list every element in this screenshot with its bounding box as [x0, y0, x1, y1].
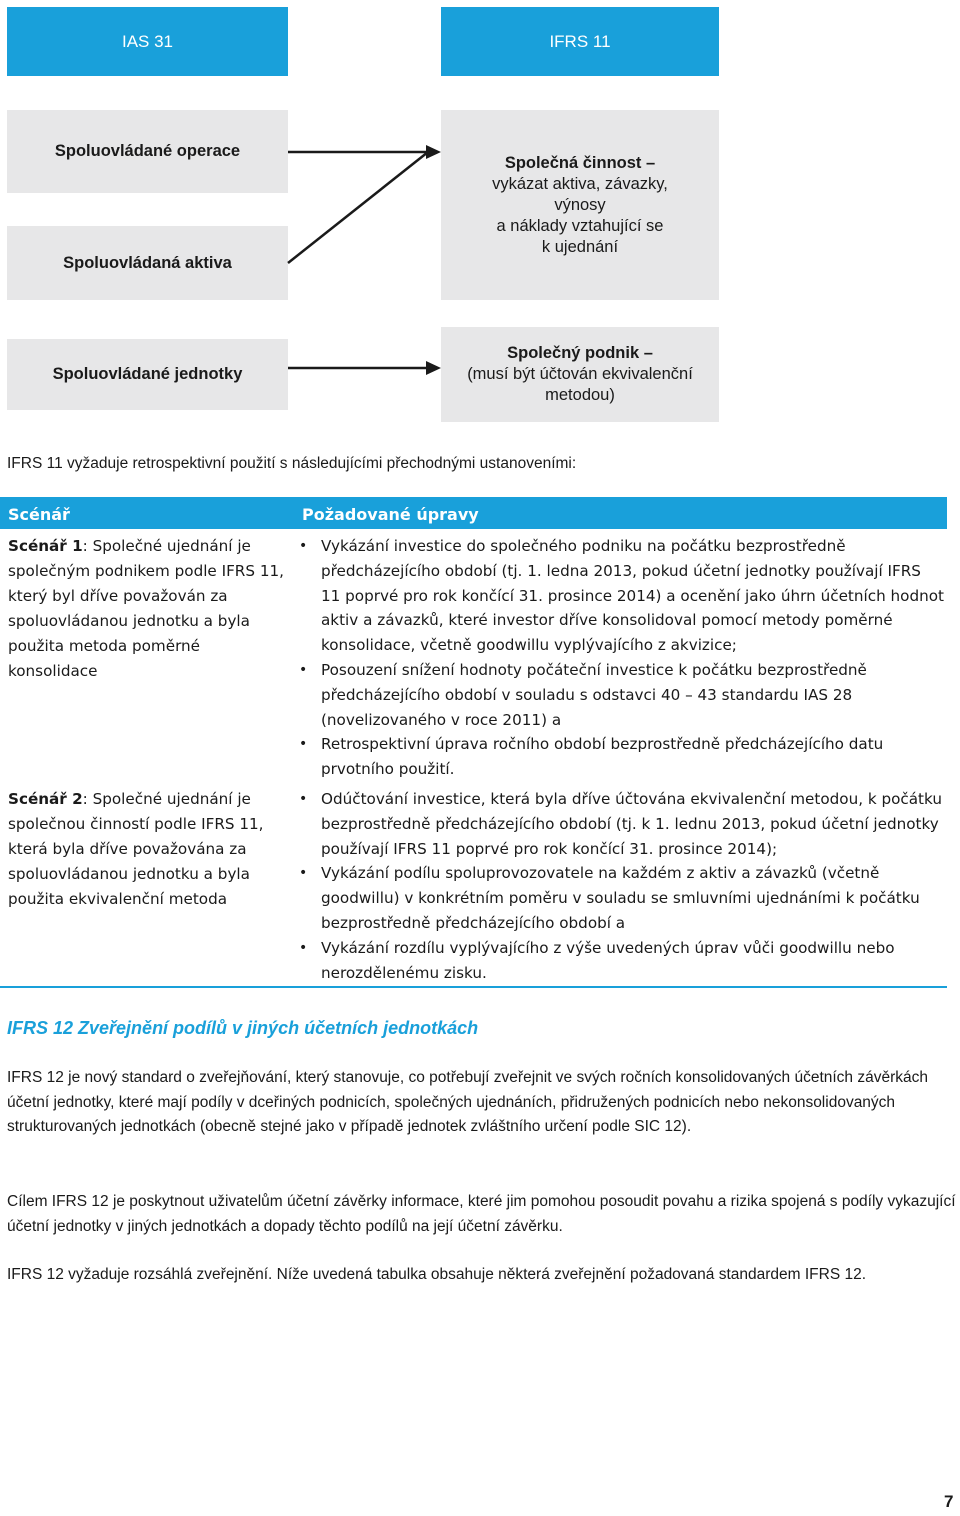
header-ias31-label: IAS 31 [121, 31, 174, 51]
scenario-2 [8, 787, 288, 912]
table-header [0, 497, 947, 529]
section-paragraph-1: IFRS 12 je nový standard o zveřejňování, který stanovuje, co potřebují zveřejnit ve svých ročních konsolidovaných účetních závěrkách účetní jednotky, které mají podíly v dceřiných podnicích, společných ujednáních, přidružených podnicích nebo nekonsolidovaných strukturovaných jednotkách (obecně stejné jako v případě jednotek zvláštního určení podle SIC 12). [7, 1069, 929, 1136]
scenario-2-text: : Společné ujednání je společnou činností podle IFRS 11, která byla dříve považována za spoluovládanou jednotku a byla použita ekvivalenční metoda [8, 790, 264, 908]
joint-operation-line: a náklady vztahující se [496, 216, 664, 235]
box-jointly-controlled-entities-label: Spoluovládané jednotky [52, 365, 243, 383]
adjustments-1 [295, 534, 945, 782]
list-item: • Posouzení snížení hodnoty počáteční investice k počátku bezprostředně předcházejícího období v souladu s odstavci 40 – 43 standardu IAS 28 (novelizovaného v roce 2011) a [295, 658, 945, 732]
list-item: • Vykázání podílu spoluprovozovatele na každém z aktiv a závazků (včetně goodwillu) v konkrétním poměru v souladu se smluvními ujednáními k počátku bezprostředně předcházejícího období a [295, 861, 945, 935]
diagram-arrows [0, 0, 960, 430]
box-joint-operations-old-label: Spoluovládané operace [54, 142, 241, 160]
scenario-2-label: Scénář 2 [8, 790, 83, 808]
box-jointly-controlled-assets-label: Spoluovládaná aktiva [63, 253, 232, 272]
col-adjustments-header: Požadované úpravy [302, 505, 479, 524]
scenario-1-text: : Společné ujednání je společným podnikem podle IFRS 11, který byl dříve považován za spoluovládanou jednotku a byla použita metoda poměrné konsolidace [8, 537, 284, 680]
page-number: 7 [944, 1492, 954, 1511]
arrow-assets-to-joint-operation [288, 152, 428, 263]
list-item: • Odúčtování investice, která byla dříve účtována ekvivalenční metodou, k počátku bezprostředně předcházejícího období (tj. k 1. lednu 2013, pokud účetní jednotky používají IFRS 11 poprvé pro rok končící 31. prosince 2014); [295, 787, 945, 861]
joint-operation-line: vykázat aktiva, závazky, [492, 174, 668, 193]
table-bottom-rule [0, 986, 947, 988]
list-item: • Retrospektivní úprava ročního období bezprostředně předcházejícího datu prvotního použití. [295, 732, 945, 782]
arrowhead-icon [426, 361, 441, 375]
list-item: • Vykázání investice do společného podniku na počátku bezprostředně předcházejícího období (tj. 1. ledna 2013, pokud účetní jednotky používají IFRS 11 poprvé pro rok končící 31. prosince 2014) a ocenění jako úhrn účetních hodnot aktiv a závazků, které investor dříve konsolidoval pomocí metody poměrné konsolidace, včetně goodwillu vyplývajícího z akvizice; [295, 534, 945, 658]
scenario-1 [8, 534, 288, 684]
joint-operation-line: výnosy [554, 195, 606, 214]
joint-venture-line: metodou) [545, 386, 615, 404]
col-scenario-header: Scénář [8, 505, 70, 524]
section-heading: IFRS 12 Zveřejnění podílů v jiných účetních jednotkách [7, 1018, 479, 1038]
scenario-1-label: Scénář 1 [8, 537, 83, 555]
header-ifrs11-label: IFRS 11 [549, 31, 611, 51]
joint-operation-title: Společná činnost – [504, 153, 656, 172]
adjustments-2 [295, 787, 945, 985]
arrowhead-icon [426, 145, 441, 159]
transition-intro: IFRS 11 vyžaduje retrospektivní použití s následujícími přechodnými ustanoveními: [7, 455, 577, 472]
section-paragraph-2: Cílem IFRS 12 je poskytnout uživatelům účetní závěrky informace, které jim pomohou posoudit povahu a rizika spojená s podíly vykazující účetní jednotky v jiných jednotkách a dopady těchto podílů na její účetní závěrku. [7, 1193, 956, 1235]
section-paragraph-3: IFRS 12 vyžaduje rozsáhlá zveřejnění. Níže uvedená tabulka obsahuje některá zveřejnění požadovaná standardem IFRS 12. [7, 1266, 867, 1283]
list-item: • Vykázání rozdílu vyplývajícího z výše uvedených úprav vůči goodwillu nebo nerozdělenému zisku. [295, 936, 945, 986]
joint-operation-line: k ujednání [541, 237, 619, 256]
adjustments-1-list [295, 534, 945, 782]
joint-venture-line: (musí být účtován ekvivalenční [467, 365, 693, 383]
adjustments-2-list [295, 787, 945, 985]
joint-venture-title: Společný podnik – [507, 344, 653, 362]
